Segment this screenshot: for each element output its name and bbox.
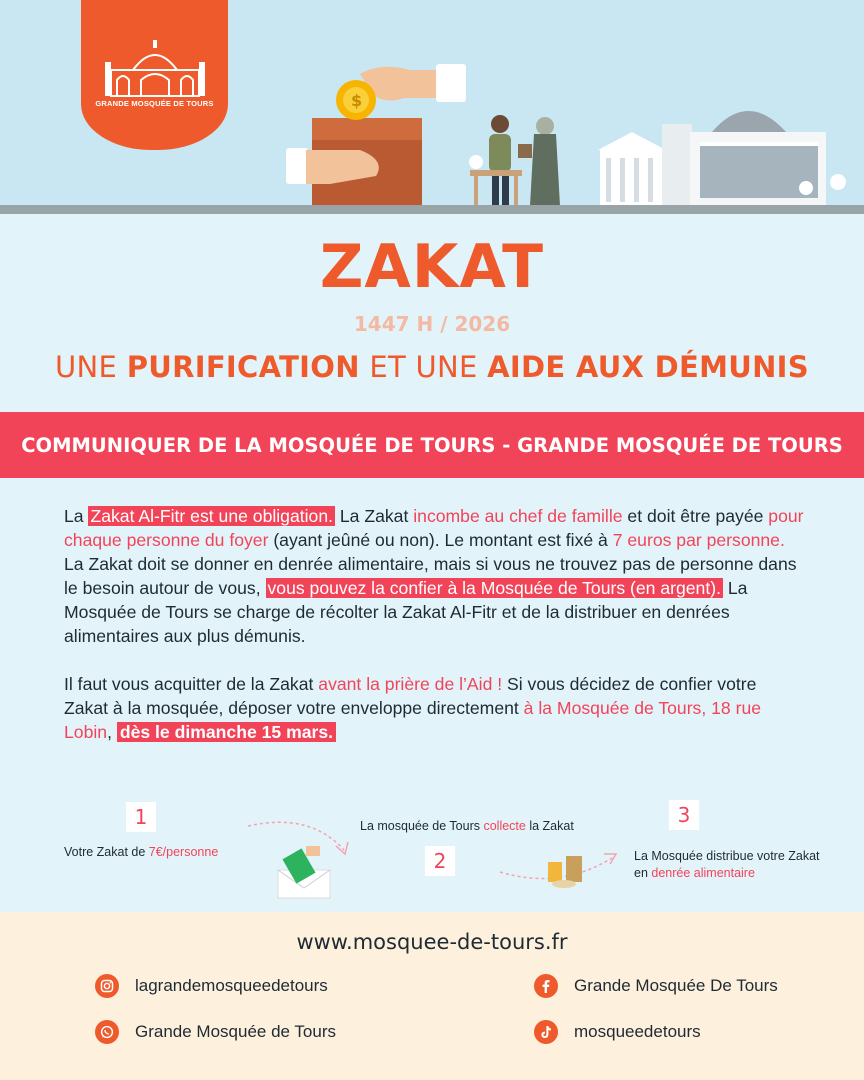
highlight-obligation: Zakat Al-Fitr est une obligation. <box>90 506 333 526</box>
text-run: La Zakat doit se donner en denrée alimentaire, mais si vous ne trouvez pas de personne dans le besoin autour de vous, <box>64 554 797 598</box>
instagram-link[interactable] <box>95 974 328 998</box>
text-run: La <box>64 506 89 526</box>
facebook-link[interactable] <box>534 974 778 998</box>
mosque-logo[interactable] <box>81 0 228 150</box>
text-run: La mosquée de Tours <box>360 819 484 833</box>
instagram-icon <box>95 974 119 998</box>
tiktok-handle: mosqueedetours <box>574 1022 701 1041</box>
tagline-part: UNE <box>55 350 127 384</box>
whatsapp-name: Grande Mosquée de Tours <box>135 1022 336 1041</box>
step-3-number: 3 <box>669 800 699 830</box>
emphasis-head-of-family: incombe au chef de famille <box>413 506 623 526</box>
step-3-emphasis: denrée alimentaire <box>651 866 755 880</box>
svg-text:$: $ <box>351 91 363 110</box>
mosque-logo-icon <box>103 38 207 98</box>
tagline-emphasis: AIDE AUX DÉMUNIS <box>487 350 809 384</box>
banner-text: COMMUNIQUER DE LA MOSQUÉE DE TOURS - GRANDE MOSQUÉE DE TOURS <box>21 433 843 457</box>
emphasis-before-aid: avant la prière de l’Aid ! <box>318 674 503 694</box>
tiktok-link[interactable] <box>534 1020 701 1044</box>
emphasis-each-person: pour chaque personne du foyer <box>64 506 804 550</box>
page-title: ZAKAT <box>319 232 545 302</box>
text-run: Il faut vous acquitter de la Zakat <box>64 674 319 694</box>
text-run: Si vous décidez de confier votre Zakat à la mosquée, déposer votre enveloppe directement <box>64 674 757 718</box>
highlight-date: dès le dimanche 15 mars. <box>117 722 336 742</box>
emphasis-address: à la Mosquée de Tours, 18 rue Lobin <box>64 698 762 742</box>
tagline <box>0 350 864 384</box>
text-run: , <box>107 722 117 742</box>
whatsapp-icon <box>95 1020 119 1044</box>
header-illustration <box>0 0 864 214</box>
text-run: la Zakat <box>525 819 574 833</box>
facebook-icon <box>534 974 558 998</box>
announcement-body <box>64 504 804 768</box>
step-3-text <box>634 848 834 882</box>
instagram-handle: lagrandemosqueedetours <box>135 976 328 995</box>
text-run: Votre Zakat de <box>64 845 149 859</box>
text-run: (ayant jeûné ou non). Le montant est fixé à <box>268 530 613 550</box>
paragraph-deadline <box>64 672 804 744</box>
text-run: La Zakat <box>335 506 414 526</box>
contact-footer <box>0 912 864 1080</box>
facebook-name: Grande Mosquée De Tours <box>574 976 778 995</box>
step-1-amount: 7€/personne <box>148 845 219 859</box>
step-2-text <box>360 818 640 835</box>
paragraph-obligation <box>64 504 804 648</box>
step-2-emphasis: collecte <box>483 819 526 833</box>
logo-caption: GRANDE MOSQUÉE DE TOURS <box>95 99 214 108</box>
announcement-banner <box>0 412 864 478</box>
step-1-number: 1 <box>126 802 156 832</box>
text-run: La Mosquée de Tours se charge de récolter la Zakat Al-Fitr et de la distribuer en denrées alimentaires aux plus démunis. <box>64 578 748 646</box>
ground-strip <box>0 205 864 214</box>
tagline-part: ET UNE <box>359 350 488 384</box>
step-1-text <box>64 844 264 861</box>
tagline-emphasis: PURIFICATION <box>126 350 360 384</box>
whatsapp-link[interactable] <box>95 1020 336 1044</box>
tiktok-icon <box>534 1020 558 1044</box>
text-run: et doit être payée <box>622 506 769 526</box>
highlight-entrust-mosque: vous pouvez la confier à la Mosquée de Tours (en argent). <box>267 578 721 598</box>
website-link[interactable]: www.mosquee-de-tours.fr <box>296 930 568 954</box>
emphasis-amount: 7 euros par personne. <box>612 530 785 550</box>
year-subtitle: 1447 H / 2026 <box>353 312 511 336</box>
step-2-number: 2 <box>425 846 455 876</box>
text-run: La Mosquée distribue votre Zakat en <box>634 849 820 880</box>
